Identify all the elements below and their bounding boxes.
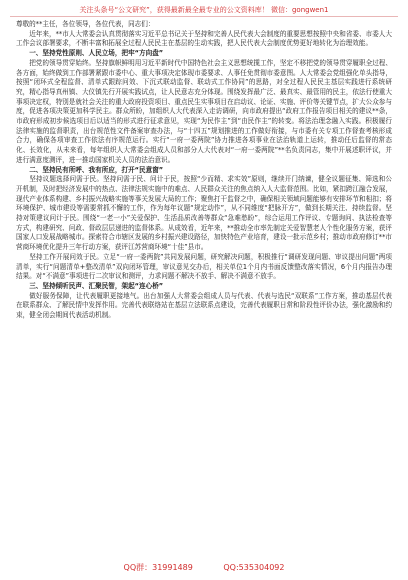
paragraph: 坚持工作开展问效于民。立足“一府一委两院”共同发展问题，研究解决问题，积极推行“调研发现问题、审议提出问题”两项清单，实行“问题清单+整改清单”双向闭环管理，审议意见交办后，相关单位1个月内书面反馈整改落实情况，6个月内报告办理结果。对“不满意”事项进行二次审议和测评，力求问题不解决不放手、解决不满意不放手。 <box>16 252 392 281</box>
header-banner: 关注头条号“公文研究”，获得最新最全最专业的公文资料库！ 微信：gongwen1 <box>10 4 398 17</box>
salutation: 尊敬的**主任，各位领导，各位代表，同志们： <box>16 20 155 28</box>
section-heading: 二、坚持民有所呼、我有所应，打开“民意窗” <box>29 165 164 174</box>
paragraph: 近年来，**市人大常委会认真贯彻落实习近平总书记关于坚持和完善人民代表大会制度的重要思想按照中央和省委、市委人大工作会议部署要求，不断丰富和拓展全过程人民民主在基层的生动实践，把人民代表大会制度优势更好地转化为治理效能。 <box>16 29 392 48</box>
paragraph: 做好服务保障，让代表履职更接地气。出台加强人大常委会组成人员与代表、代表与选民“双联系”工作方案，推动基层代表在联系群众、了解民情中发挥作用。完善代表联络站在基层立法联系点建设，完善代表履职日常和阶段性评价办法，强化激励和约束，健全闭会期间代表活动机制。 <box>16 291 392 320</box>
footer-contact <box>0 562 408 574</box>
paragraph: 把党的领导贯穿始终。坚持旗帜鲜明用习近平新时代中国特色社会主义思想统揽工作，坚定不移把党的领导贯穿履职全过程、各方面，始终做到工作部署紧跟市委中心、重大事项决定体现市委要求、人事任免贯彻市委意图。人大常委会党组强化单头指导，按照“闭环式全程监督、清单式跟踪问效、下沉式联动监督、联动式工作协同”的思路，对全过程人民民主基层实践进行系统研究，精心指导真州镇、大仪镇先行开展实践试点，让人民意志充分体现。围绕发挥最广泛、最真实、最管用的民主，依法行使重大事项决定权，特别是就社会关注的重大政府投资项目、重点民生实事项目在启动议、论证、实施、评价等关键节点，扩大公众参与度，促进各项决策更加科学民主。群众所盼，加组织人大代表深入走访调研，向市政府提出“政府工作报告项目相关的建议**条，市政府形成初步候选项目后以适当的形式进行征求意见，实现“为民作主”到“由民作主”的转变。将法治理念融入实践。积极履行法律实施的监督职责，出台规范性文件备案审查办法，与“十四五”规划推进的工作做好衔接，与市委有关专项工作督查考核形成合力，确保各项审查工作依法有序规范运行。实行“一府一委两院”协力推进各项事业在法治轨道上运转，推动任后监督的常态化、长效化，从未来看，每年组织人大常委会组成人员和部分人大代表对“一府一委两院”**名负责同志，集中开展述职评议，并进行满意度测评，进一推动国家机关人员的法治意识。 <box>16 58 392 164</box>
footer-qq-group: QQ群：31991489 <box>123 563 193 572</box>
document-body <box>16 20 392 556</box>
footer-qq: QQ:535304092 <box>223 563 285 572</box>
paragraph: 坚持议题选择问需于民。坚持问需于民、问计于民，按照“少而精、求实效”原则，继续开门纳谏，健全议题征集、筛选和公开机制，及时把经济发展中的热点、法律法规实施中的难点、人民群众关注的焦点纳入人大监督范围。比如，紧扣跨江融合发展，现代产业体系构建、乡村振兴战略实施等事关发展大局的工作；聚焦打干监督之中，确保相关领域问题能够有安排环节和相扣；将环境保护、城市建设等需要常抓不懈的工作，作为每年议题“规定动作”，从不同维度“把脉开方”，做到长期关注、持续监督。坚持对策建议问计于民。围绕“一老一小”关爱保护、生活品质改善等群众“急难愁盼”，综合运用工作评议、专题询问、执法检查等方式，构建研究、问政、督政层层递进的监督体系。从成效看，近年来，**推动全市率先制定关爱智慧老人个性化服务方案，获评国家人口发展战略城市。探索符合市辖区发展的乡村振兴建设路径，加快特色产业培育，建设一批示范乡村；推动市政府修订**市营商环境优化提升三年行动方案，获评江苏营商环境“十佳”县市。 <box>16 175 392 252</box>
section-heading: 一、坚持党性原则、人民立场，把牢“方向盘” <box>29 49 164 58</box>
section-heading: 三、坚持倾听民声、汇聚民智，架起“连心桥” <box>29 281 164 290</box>
